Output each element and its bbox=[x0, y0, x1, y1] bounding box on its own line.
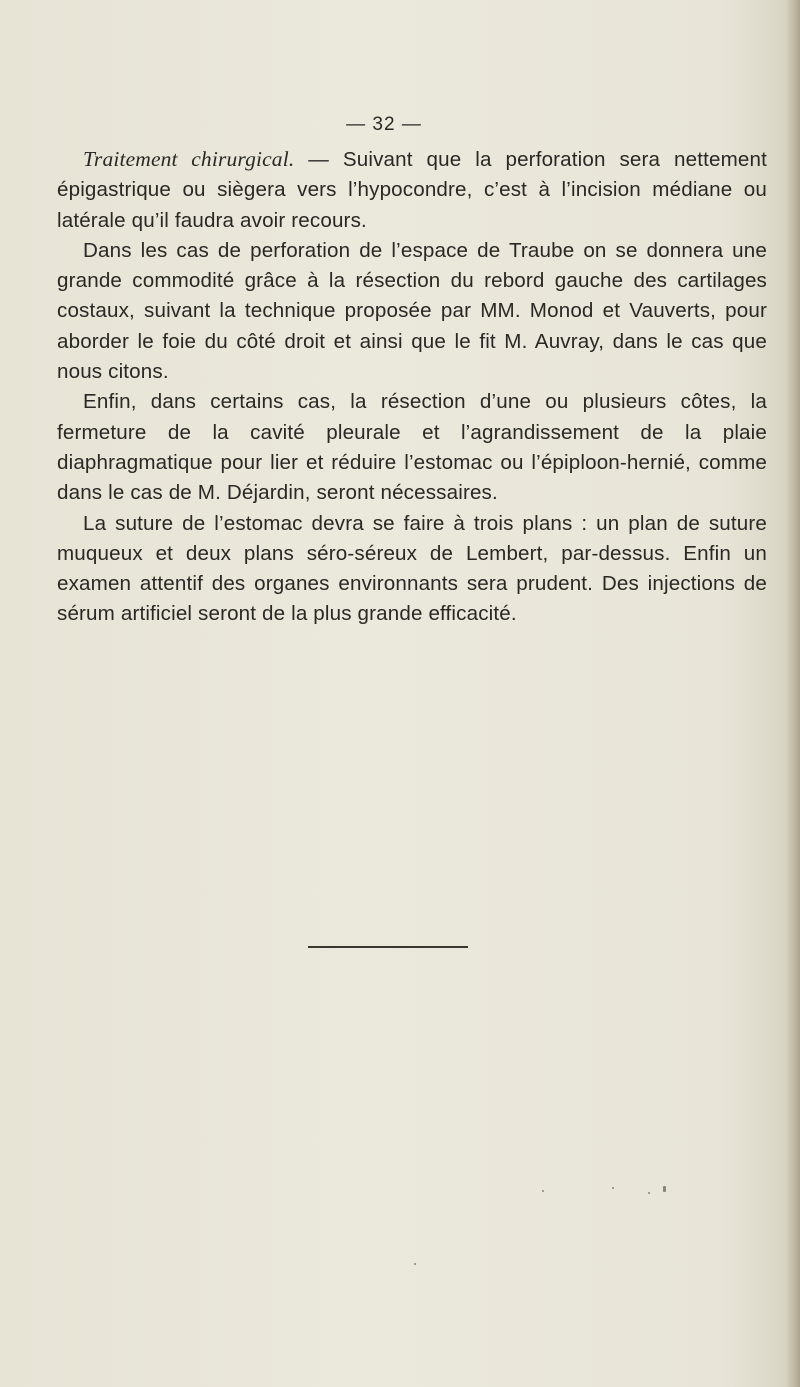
paragraph-4: La suture de l’estomac devra se faire à trois plans : un plan de suture muqueux et deux plans séro-séreux de Lembert, par-dessus. Enfin un examen attentif des organes environnants sera prudent. Des injections de sérum artificiel seront de la plus grande efficacité. bbox=[57, 511, 767, 626]
paper-speck bbox=[648, 1192, 650, 1194]
body-text bbox=[57, 144, 767, 630]
paragraph-2: Dans les cas de perforation de l’espace de Traube on se donnera une grande commodité grâce à la résection du rebord gauche des cartilages costaux, suivant la technique proposée par MM. Monod et Vauverts, pour aborder le foie du côté droit et ainsi que le fit M. Auvray, dans le cas que nous citons. bbox=[57, 238, 767, 384]
end-rule bbox=[308, 946, 468, 948]
section-heading: Traitement chirurgical. bbox=[83, 147, 295, 171]
paragraph-3: Enfin, dans certains cas, la résection d’une ou plusieurs côtes, la fermeture de la cavité pleurale et l’agrandissement de la plaie diaphragmatique pour lier et réduire l’estomac ou l’épiploon-hernié, comme dans le cas de M. Déjardin, seront nécessaires. bbox=[57, 390, 767, 505]
paper-speck bbox=[663, 1186, 666, 1192]
page-edge-shadow bbox=[786, 0, 800, 1387]
paragraph-1-text: — Suivant que la perforation sera nettement épigastrique ou siègera vers l’hypocondre, c’est à l’incision médiane ou latérale qu’il faudra avoir recours. bbox=[57, 148, 767, 232]
paper-speck bbox=[414, 1263, 416, 1265]
paper-speck bbox=[612, 1187, 614, 1189]
paper-speck bbox=[542, 1190, 544, 1192]
page-number: — 32 — bbox=[346, 114, 422, 135]
paragraph-1 bbox=[57, 144, 767, 236]
